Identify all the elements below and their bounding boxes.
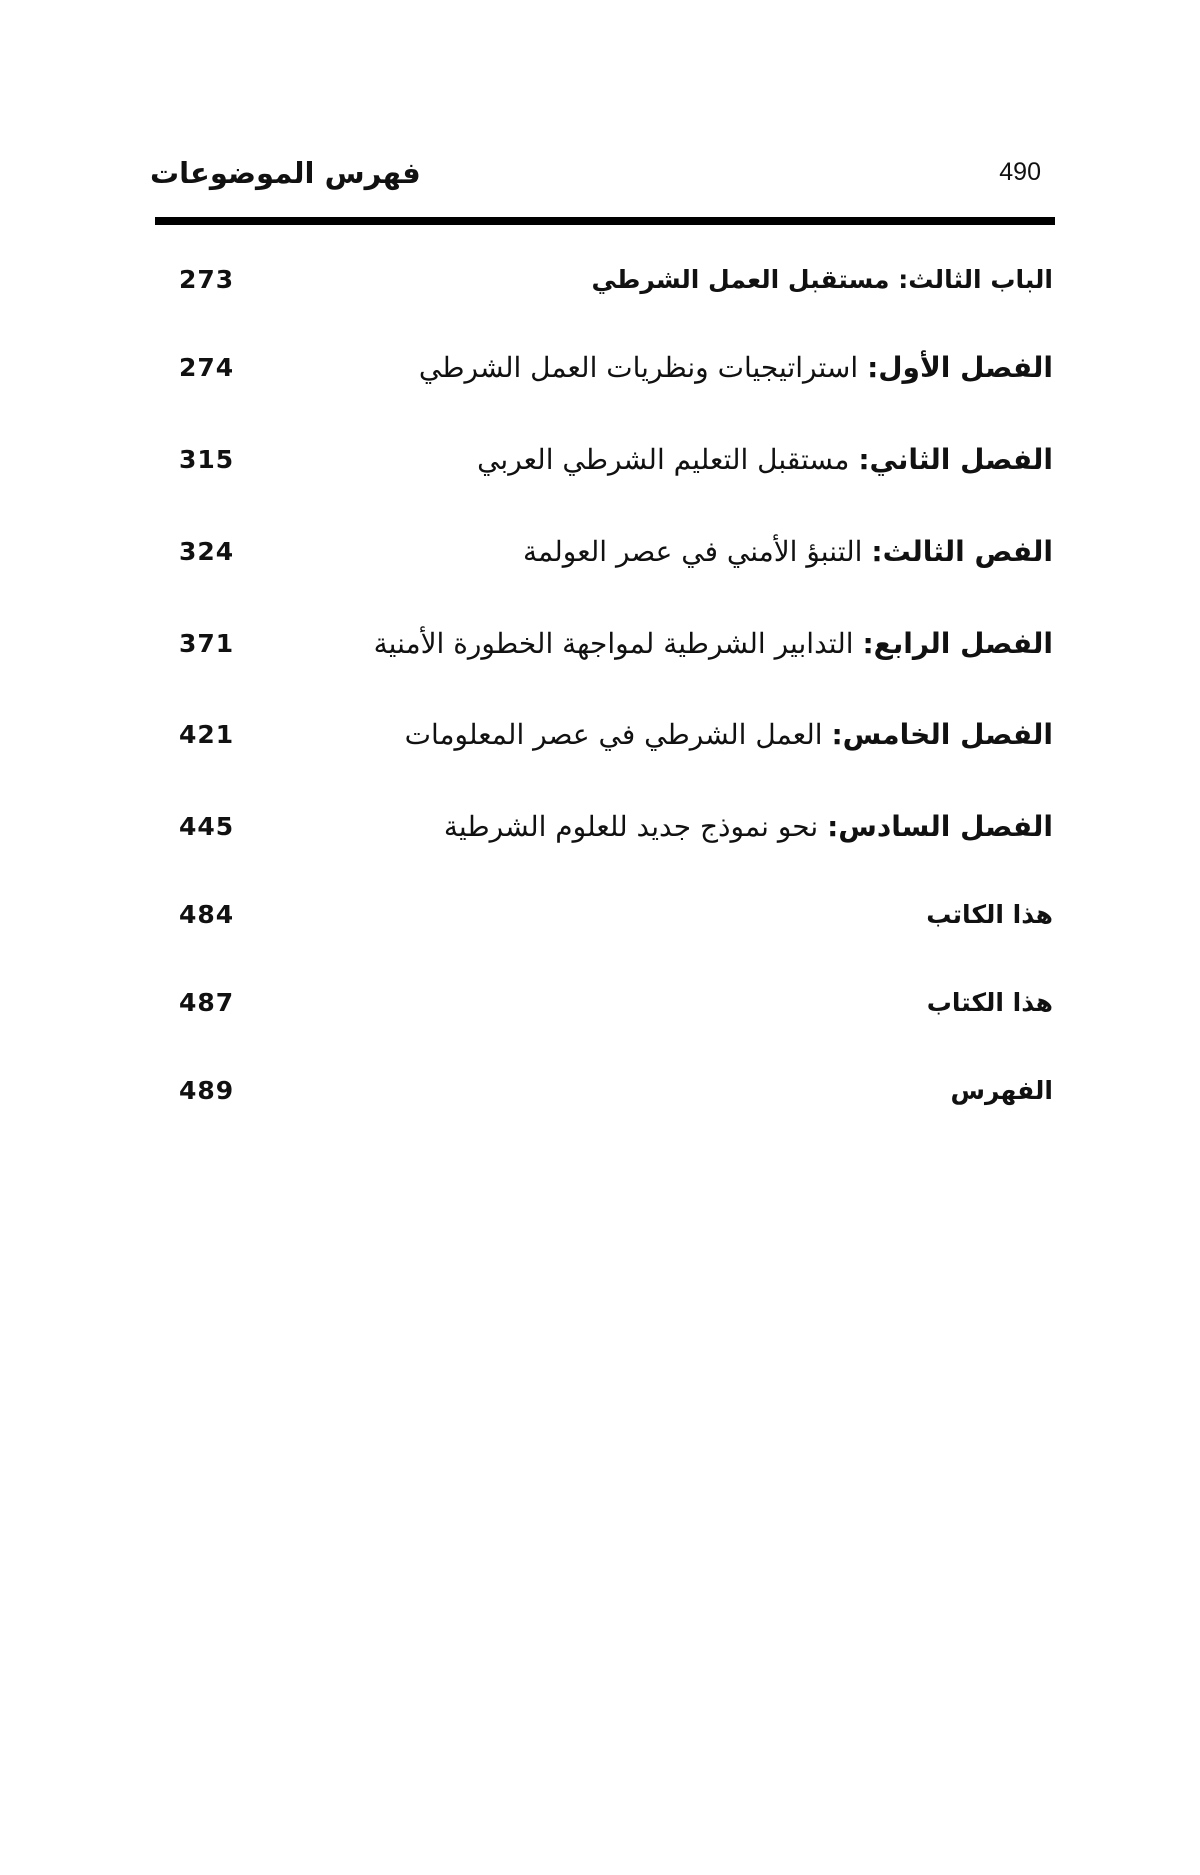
- toc-entry-title: [950, 1061, 1053, 1121]
- toc-row[interactable]: [155, 705, 1055, 765]
- toc-entry-title: [405, 705, 1053, 765]
- page-number: 490: [999, 158, 1041, 186]
- toc-row[interactable]: [155, 522, 1055, 582]
- header-rule: [155, 217, 1055, 225]
- toc-page-number: 371: [179, 629, 235, 658]
- toc-page-number: 324: [179, 537, 235, 566]
- toc-row[interactable]: [155, 614, 1055, 674]
- toc-entry-text: نحو نموذج جديد للعلوم الشرطية: [443, 810, 828, 843]
- toc-entry-label: الفصل السادس:: [827, 810, 1053, 843]
- toc-row[interactable]: [155, 973, 1055, 1033]
- toc-entry-title: [419, 338, 1053, 398]
- toc-entry-title: [374, 614, 1053, 674]
- toc-row[interactable]: [155, 250, 1055, 310]
- toc-entry-label: الفصل الخامس:: [831, 718, 1053, 751]
- toc-page-number: 421: [179, 720, 235, 749]
- toc-entry-label: الفصل الثاني:: [858, 443, 1053, 476]
- toc-row[interactable]: [155, 797, 1055, 857]
- toc-entry-text: العمل الشرطي في عصر المعلومات: [404, 718, 832, 751]
- toc-entry-label: هذا الكاتب: [926, 900, 1053, 929]
- toc-entry-title: [927, 973, 1053, 1033]
- toc-entry-label: الفصل الأول:: [867, 351, 1053, 384]
- running-header-title: فهرس الموضوعات: [150, 156, 421, 190]
- toc-entry-title: [477, 430, 1053, 490]
- toc-row[interactable]: [155, 1061, 1055, 1121]
- toc-entry-text: مستقبل التعليم الشرطي العربي: [477, 443, 859, 476]
- toc-page-number: 273: [179, 265, 235, 294]
- toc-entry-label: الباب الثالث: مستقبل العمل الشرطي: [591, 265, 1053, 294]
- toc-page-number: 489: [179, 1076, 235, 1105]
- toc-entry-title: [926, 885, 1053, 945]
- toc-entry-label: الفص الثالث:: [871, 535, 1053, 568]
- toc-page-number: 445: [179, 812, 235, 841]
- toc-entry-text: التنبؤ الأمني في عصر العولمة: [523, 535, 872, 568]
- toc-page-number: 274: [179, 353, 235, 382]
- toc-row[interactable]: [155, 885, 1055, 945]
- toc-page-number: 487: [179, 988, 235, 1017]
- toc-entry-label: الفهرس: [950, 1076, 1053, 1105]
- toc-entry-text: التدابير الشرطية لمواجهة الخطورة الأمنية: [373, 627, 863, 660]
- toc-page-number: 484: [179, 900, 235, 929]
- toc-row[interactable]: [155, 430, 1055, 490]
- toc-entry-title: [444, 797, 1053, 857]
- toc-row[interactable]: [155, 338, 1055, 398]
- toc-entry-title: [523, 522, 1053, 582]
- toc-entry-label: هذا الكتاب: [926, 988, 1053, 1017]
- toc-entry-label: الفصل الرابع:: [862, 627, 1053, 660]
- toc-entry-text: استراتيجيات ونظريات العمل الشرطي: [418, 351, 868, 384]
- toc-entry-title: [592, 250, 1053, 310]
- page-header: [150, 148, 1055, 198]
- toc-page-number: 315: [179, 445, 235, 474]
